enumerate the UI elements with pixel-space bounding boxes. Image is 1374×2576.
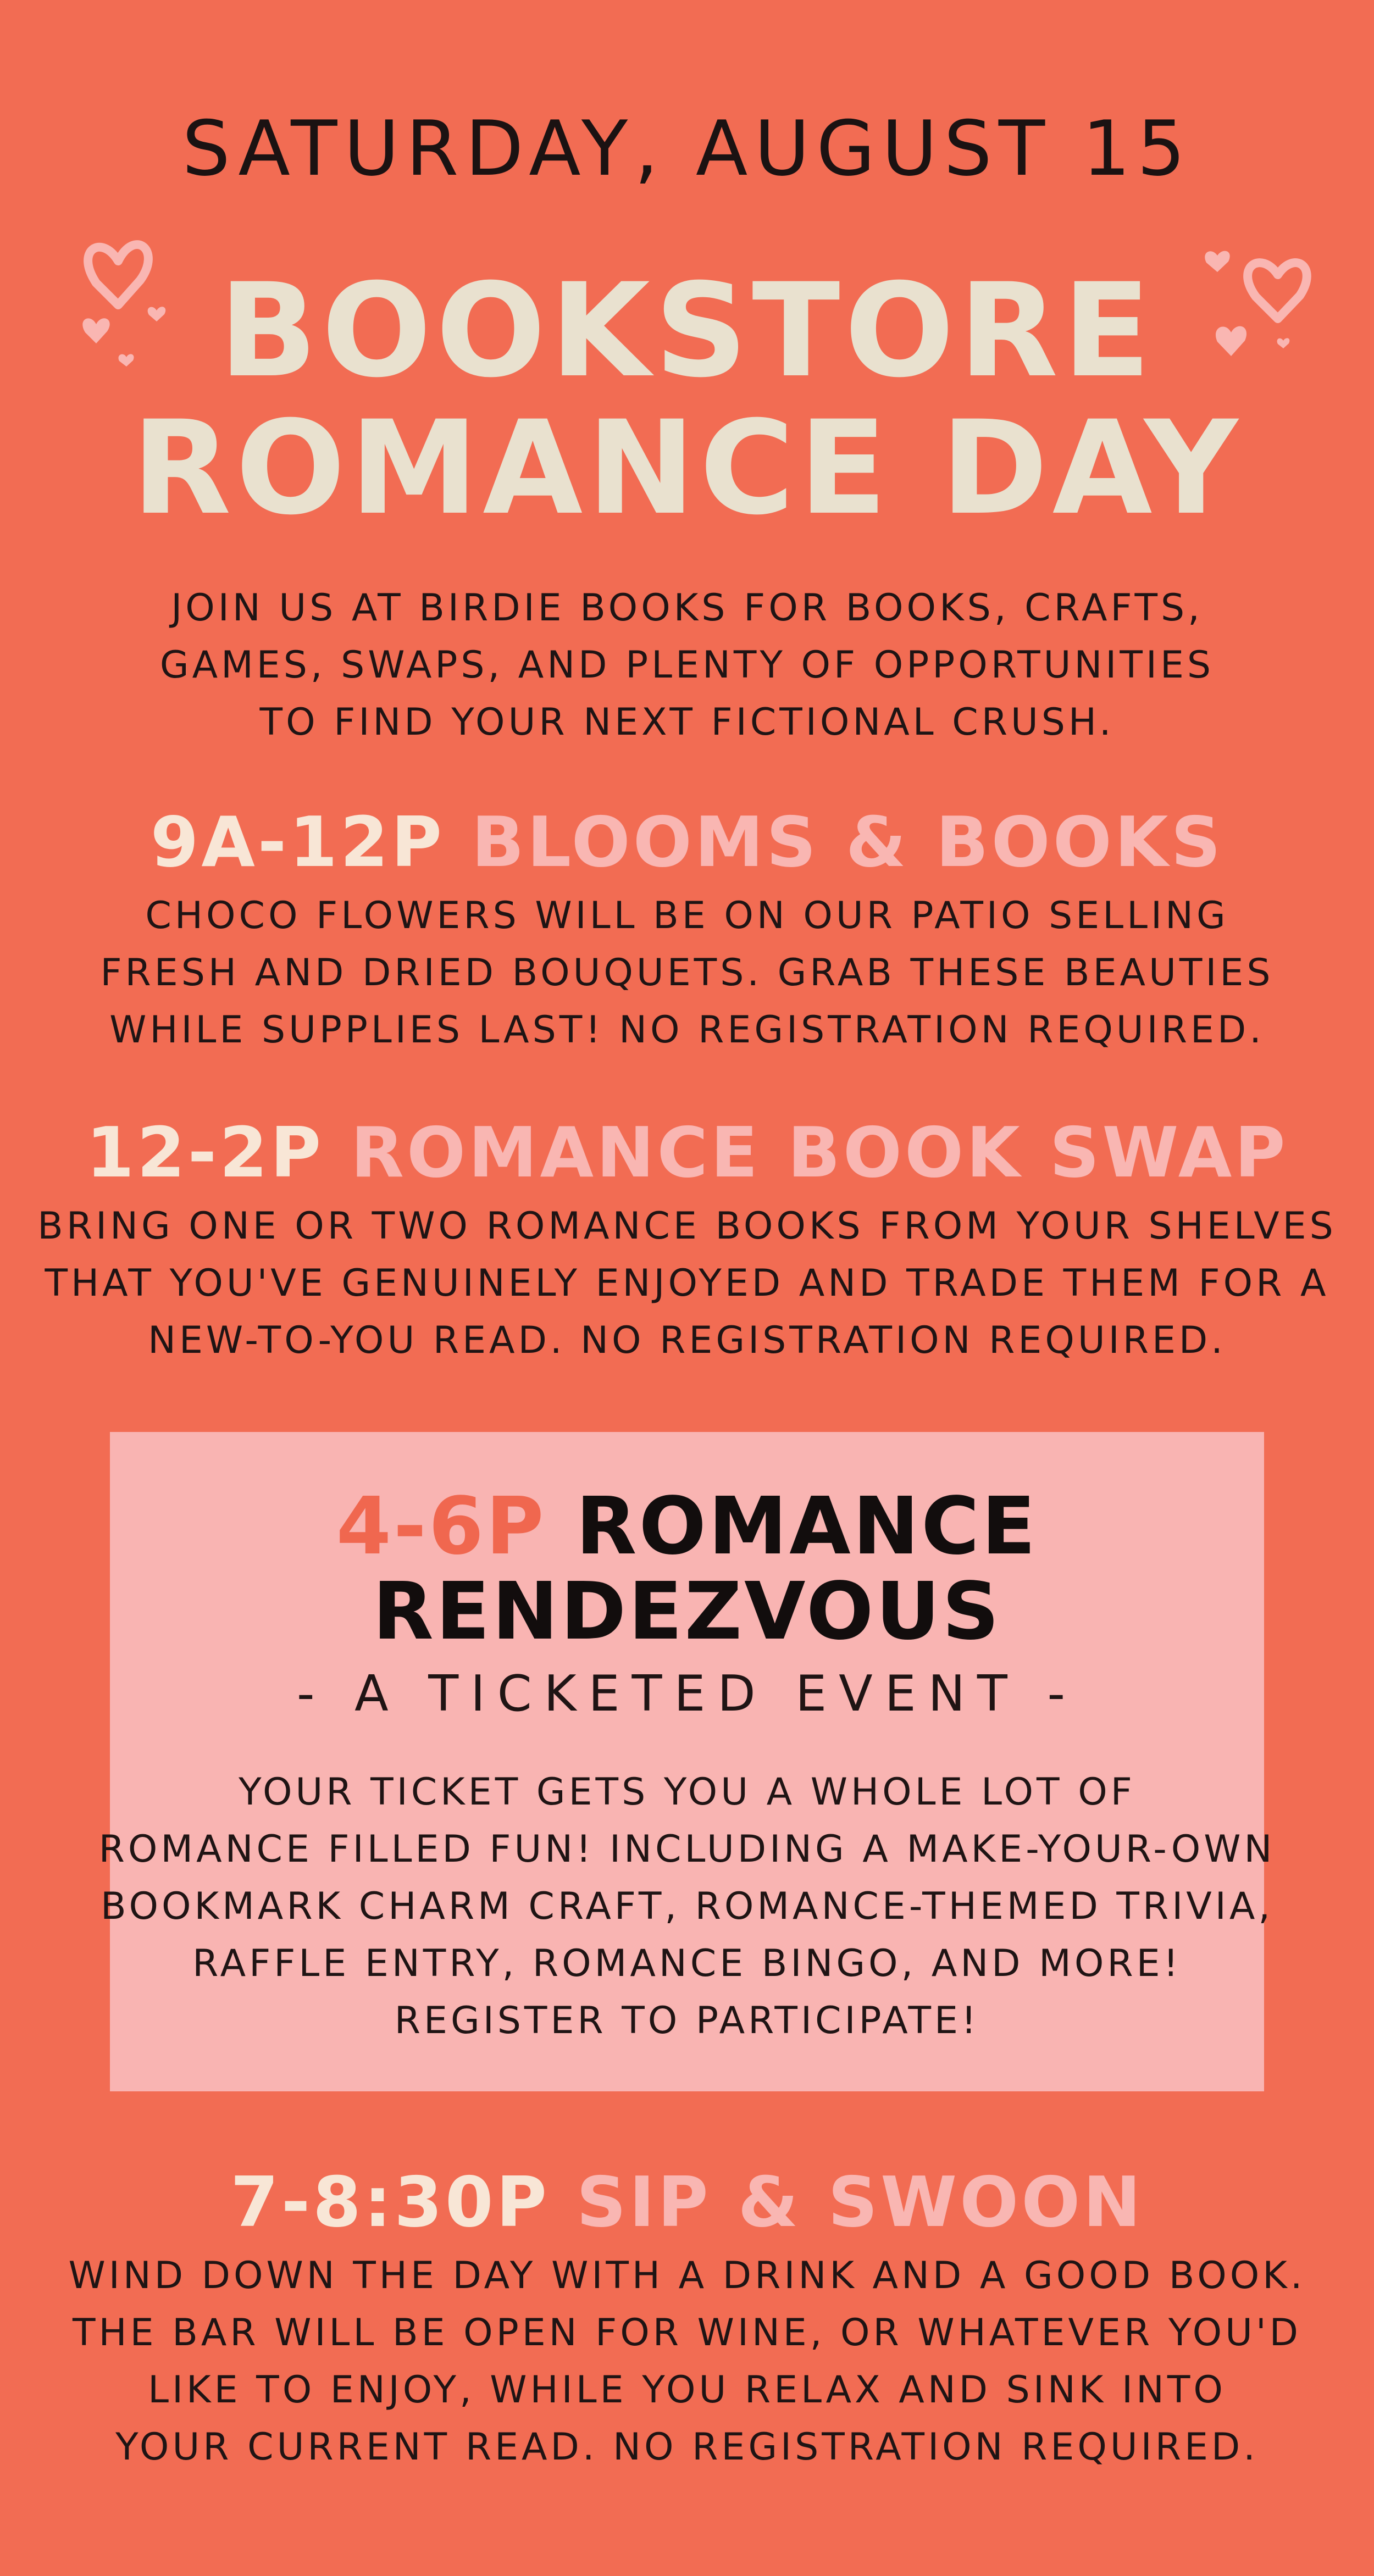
- intro-text: [0, 580, 1374, 751]
- event-line: REGISTER TO PARTICIPATE!: [394, 1999, 980, 2042]
- event-line: ROMANCE FILLED FUN! INCLUDING A MAKE-YOUR-OWN: [98, 1828, 1276, 1871]
- event-time: 7-8:30P: [230, 2162, 550, 2242]
- event-name-line-2: RENDEZVOUS: [372, 1565, 1002, 1657]
- intro-line: GAMES, SWAPS, AND PLENTY OF OPPORTUNITIES: [159, 643, 1215, 687]
- event-line: BRING ONE OR TWO ROMANCE BOOKS FROM YOUR SHELVES: [37, 1204, 1337, 1248]
- event-time: 12-2P: [86, 1112, 324, 1193]
- event-description: [0, 2247, 1374, 2476]
- event-date: SATURDAY, AUGUST 15: [182, 104, 1192, 193]
- event-line: YOUR TICKET GETS YOU A WHOLE LOT OF: [239, 1770, 1135, 1814]
- title-line-2: ROMANCE DAY: [131, 393, 1243, 543]
- event-line: THAT YOU'VE GENUINELY ENJOYED AND TRADE THEM FOR A: [45, 1262, 1329, 1305]
- event-line: FRESH AND DRIED BOUQUETS. GRAB THESE BEAUTIES: [100, 951, 1274, 995]
- intro-line: TO FIND YOUR NEXT FICTIONAL CRUSH.: [259, 701, 1115, 744]
- event-name: BLOOMS & BOOKS: [471, 802, 1224, 882]
- event-heading: [0, 802, 1374, 882]
- event-line: YOUR CURRENT READ. NO REGISTRATION REQUIRED.: [115, 2425, 1259, 2469]
- event-name: ROMANCE BOOK SWAP: [350, 1112, 1288, 1193]
- event-heading: [0, 2162, 1374, 2242]
- event-line: WHILE SUPPLIES LAST! NO REGISTRATION REQUIRED.: [109, 1008, 1265, 1052]
- event-line: WIND DOWN THE DAY WITH A DRINK AND A GOOD BOOK.: [68, 2254, 1306, 2297]
- intro-line: JOIN US AT BIRDIE BOOKS FOR BOOKS, CRAFTS,: [171, 586, 1203, 630]
- event-name: ROMANCE: [575, 1480, 1038, 1572]
- event-description: [0, 1764, 1374, 2050]
- event-description: [0, 887, 1374, 1059]
- event-line: THE BAR WILL BE OPEN FOR WINE, OR WHATEVER YOU'D: [72, 2311, 1302, 2355]
- event-time: 9A-12P: [150, 802, 445, 882]
- event-name: SIP & SWOON: [576, 2162, 1144, 2242]
- event-line: CHOCO FLOWERS WILL BE ON OUR PATIO SELLING: [145, 894, 1229, 937]
- event-heading: [0, 1112, 1374, 1193]
- ticketed-subtitle: - A TICKETED EVENT -: [297, 1665, 1077, 1723]
- event-line: LIKE TO ENJOY, WHILE YOU RELAX AND SINK INTO: [148, 2368, 1226, 2412]
- event-line: NEW-TO-YOU READ. NO REGISTRATION REQUIRED.: [148, 1319, 1226, 1362]
- event-time: 4-6P: [336, 1480, 546, 1572]
- event-heading: [0, 1480, 1374, 1572]
- event-line: RAFFLE ENTRY, ROMANCE BINGO, AND MORE!: [192, 1942, 1182, 1985]
- event-line: BOOKMARK CHARM CRAFT, ROMANCE-THEMED TRIVIA,: [101, 1885, 1273, 1928]
- title-line-1: BOOKSTORE: [219, 256, 1155, 406]
- event-description: [0, 1198, 1374, 1369]
